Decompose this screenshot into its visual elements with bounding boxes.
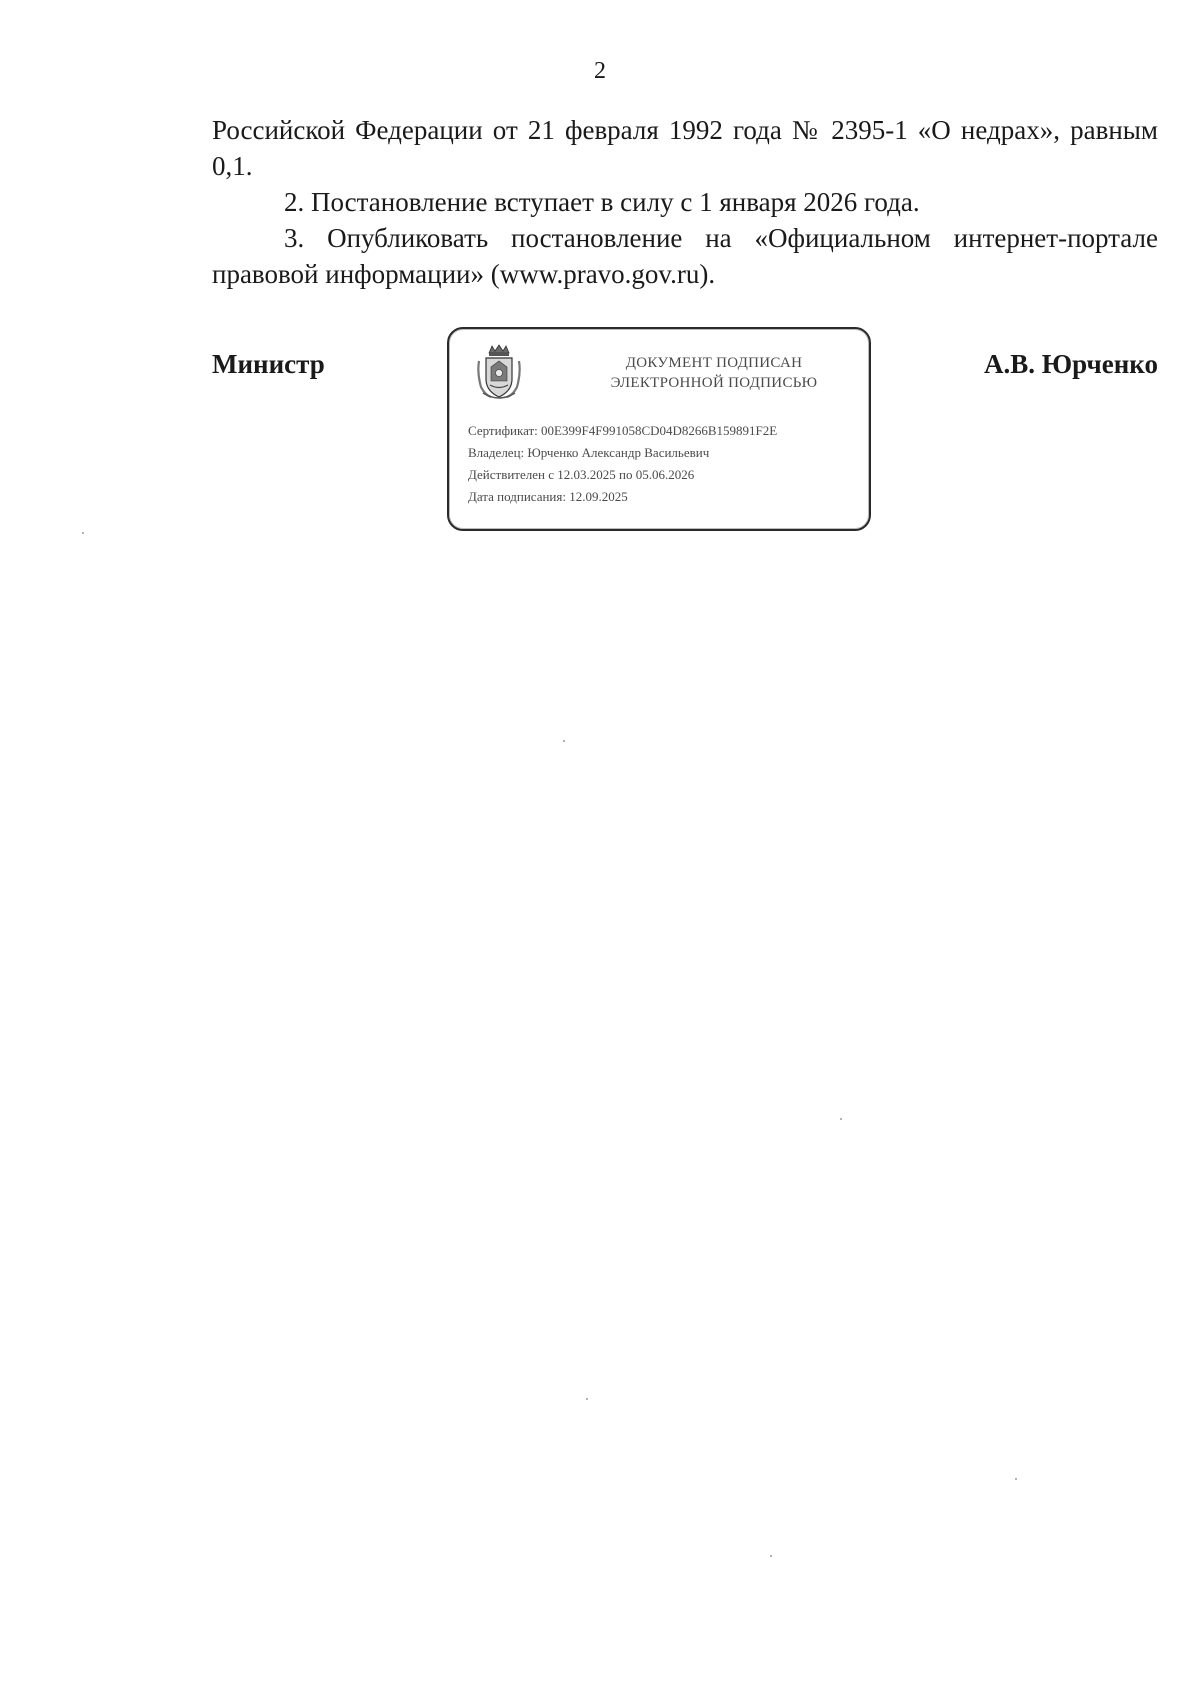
scan-speck (563, 740, 565, 742)
coat-of-arms-icon (475, 343, 523, 401)
paragraph-item-2: 2. Постановление вступает в силу с 1 января 2026 года. (284, 187, 920, 217)
document-body (212, 112, 1158, 292)
scan-speck (770, 1555, 772, 1557)
scan-speck (840, 1118, 842, 1120)
stamp-heading-line-1: ДОКУМЕНТ ПОДПИСАН (625, 355, 803, 371)
paragraph-item-3: 3. Опубликовать постановление на «Официальном интернет-портале правовой информации» (www.pravo.gov.ru). (212, 223, 1158, 289)
stamp-validity: Действителен с 12.03.2025 по 05.06.2026 (468, 467, 695, 482)
scan-speck (586, 1398, 588, 1400)
page-number: 2 (594, 58, 606, 84)
signatory-name: А.В. Юрченко (984, 349, 1158, 379)
stamp-heading (569, 353, 859, 393)
signatory-position: Министр (212, 349, 325, 379)
stamp-certificate: Сертификат: 00E399F4F991058CD04D8266B159891F2E (468, 423, 778, 438)
stamp-signed-date: Дата подписания: 12.09.2025 (468, 489, 628, 504)
stamp-owner: Владелец: Юрченко Александр Васильевич (468, 445, 710, 460)
stamp-details (468, 420, 863, 508)
paragraph-continuation: Российской Федерации от 21 февраля 1992 года № 2395-1 «О недрах», равным 0,1. (212, 115, 1158, 181)
stamp-heading-line-2: ЭЛЕКТРОННОЙ ПОДПИСЬЮ (610, 375, 818, 391)
scan-speck (1015, 1478, 1017, 1480)
electronic-signature-stamp (447, 327, 871, 531)
scan-speck (82, 532, 84, 534)
